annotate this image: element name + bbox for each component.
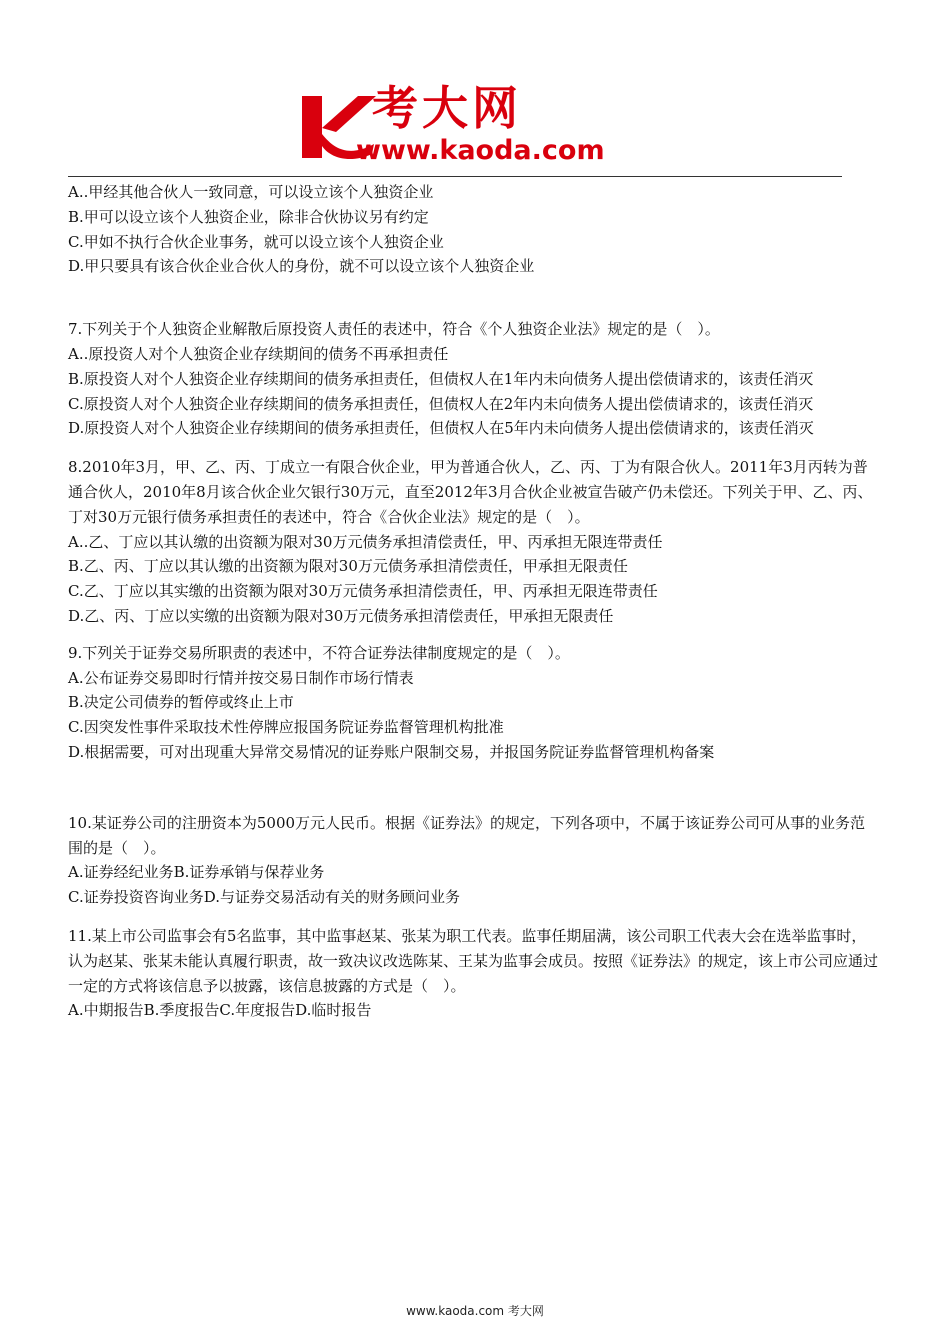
option-abcd: A.中期报告B.季度报告C.年度报告D.临时报告: [68, 1001, 372, 1020]
previous-question-options: [68, 180, 878, 279]
question-stem: 10.某证券公司的注册资本为5000万元人民币。根据《证券法》的规定，下列各项中，不属于该证券公司可从事的业务范围的是（ ）。: [68, 813, 866, 857]
option-d: D.乙、丙、丁应以实缴的出资额为限对30万元债务承担清偿责任，甲承担无限责任: [68, 606, 614, 625]
question-8: [68, 455, 878, 629]
question-7: [68, 317, 878, 441]
option-a: A..乙、丁应以其认缴的出资额为限对30万元债务承担清偿责任，甲、丙承担无限连带责任: [68, 532, 663, 551]
option-ab: A.证券经纪业务B.证券承销与保荐业务: [68, 863, 325, 882]
page-footer: www.kaoda.com 考大网: [406, 1304, 544, 1318]
option-b: B.乙、丙、丁应以其认缴的出资额为限对30万元债务承担清偿责任，甲承担无限责任: [68, 557, 628, 576]
question-stem: 9.下列关于证券交易所职责的表述中，不符合证券法律制度规定的是（ ）。: [68, 643, 570, 662]
option-d: D.甲只要具有该合伙企业合伙人的身份，就不可以设立该个人独资企业: [68, 257, 535, 276]
option-b: B.甲可以设立该个人独资企业，除非合伙协议另有约定: [68, 207, 429, 226]
page-header: [0, 0, 950, 178]
kaoda-logo: [300, 81, 620, 170]
option-a: A..原投资人对个人独资企业存续期间的债务不再承担责任: [68, 344, 449, 363]
question-10: [68, 811, 878, 910]
document-body: [68, 180, 878, 1023]
option-c: C.原投资人对个人独资企业存续期间的债务承担责任，但债权人在2年内未向债务人提出偿债请求的，该责任消灭: [68, 394, 814, 413]
option-c: C.因突发性事件采取技术性停牌应报国务院证券监督管理机构批准: [68, 718, 504, 737]
option-c: C.乙、丁应以其实缴的出资额为限对30万元债务承担清偿责任，甲、丙承担无限连带责任: [68, 582, 658, 601]
question-9: [68, 641, 878, 765]
option-b: B.决定公司债券的暂停或终止上市: [68, 693, 294, 712]
option-a: A..甲经其他合伙人一致同意，可以设立该个人独资企业: [68, 183, 434, 201]
option-d: D.根据需要，可对出现重大异常交易情况的证券账户限制交易，并报国务院证券监督管理机构备案: [68, 742, 715, 761]
option-c: C.甲如不执行合伙企业事务，就可以设立该个人独资企业: [68, 232, 444, 251]
question-stem: 11.某上市公司监事会有5名监事，其中监事赵某、张某为职工代表。监事任期届满，该公司职工代表大会在选举监事时，认为赵某、张某未能认真履行职责，故一致决议改选陈某、王某为监事会成员。按照《证券法》的规定，该上市公司应通过一定的方式将该信息予以披露，该信息披露的方式是（ ）。: [68, 926, 879, 995]
logo-chinese-text: 考大网: [372, 81, 522, 135]
option-a: A.公布证券交易即时行情并按交易日制作市场行情表: [68, 668, 414, 687]
question-stem: 8.2010年3月，甲、乙、丙、丁成立一有限合伙企业，甲为普通合伙人，乙、丙、丁为有限合伙人。2011年3月丙转为普通合伙人，2010年8月该合伙企业欠银行30万元，直至2012年3月合伙企业被宣告破产仍未偿还。下列关于甲、乙、丙、丁对30万元银行债务承担责任的表述中，符合《合伙企业法》规定的是（ ）。: [68, 458, 873, 526]
question-stem: 7.下列关于个人独资企业解散后原投资人责任的表述中，符合《个人独资企业法》规定的是（ ）。: [68, 320, 720, 339]
option-cd: C.证券投资咨询业务D.与证券交易活动有关的财务顾问业务: [68, 888, 460, 907]
logo-url-text: www.kaoda.com: [356, 135, 605, 166]
question-11: [68, 924, 878, 1023]
option-d: D.原投资人对个人独资企业存续期间的债务承担责任，但债权人在5年内未向债务人提出偿债请求的，该责任消灭: [68, 419, 814, 438]
option-b: B.原投资人对个人独资企业存续期间的债务承担责任，但债权人在1年内未向债务人提出偿债请求的，该责任消灭: [68, 369, 814, 388]
header-divider: [68, 176, 842, 177]
